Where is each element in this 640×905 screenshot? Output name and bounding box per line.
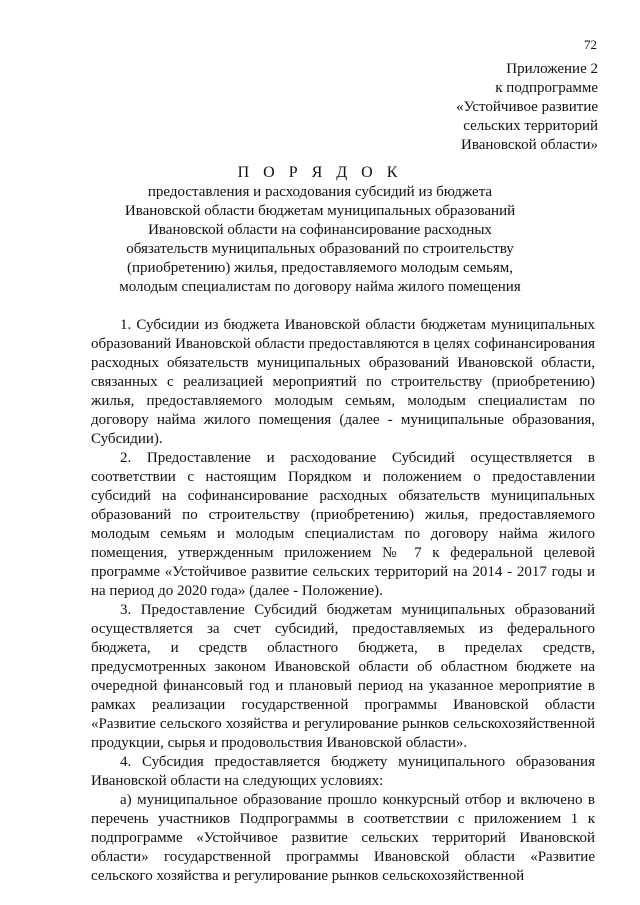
- document-subtitle: [0, 183, 640, 297]
- paragraph-4: 4. Субсидия предоставляется бюджету муниципального образования Ивановской области на следующих условиях:: [91, 754, 595, 789]
- appendix-line: к подпрограмме: [495, 80, 598, 96]
- document-body: [91, 316, 595, 886]
- appendix-line: сельских территорий: [463, 118, 598, 134]
- subtitle-line: (приобретению) жилья, предоставляемого молодым семьям,: [127, 260, 513, 276]
- subtitle-line: молодым специалистам по договору найма жилого помещения: [119, 279, 521, 295]
- paragraph-3: 3. Предоставление Субсидий бюджетам муниципальных образований осуществляется за счет субсидий, предоставляемых из федерального бюджета, и средств областного бюджета, в пределах средств, предусмотренных законом Ивановской области об областном бюджете на очередной финансовый год и плановый период на указанное мероприятие в рамках реализации государственной программы Ивановской области «Развитие сельского хозяйства и регулирование рынков сельскохозяйственной продукции, сырья и продовольствия Ивановской области».: [91, 602, 595, 751]
- document-title: П О Р Я Д О К: [237, 164, 403, 181]
- paragraph-1: 1. Субсидии из бюджета Ивановской области бюджетам муниципальных образований Ивановской области предоставляются в целях софинансирования расходных обязательств муниципальных образований Ивановской области, связанных с реализацией мероприятий по строительству (приобретению) жилья, предоставляемого молодым семьям, молодым специалистам по договору найма жилого помещения (далее - муниципальные образования, Субсидии).: [91, 317, 595, 447]
- appendix-line: Приложение 2: [506, 61, 598, 77]
- paragraph-2: 2. Предоставление и расходование Субсидий осуществляется в соответствии с настоящим Порядком и положением о предоставлении субсидий на софинансирование расходных обязательств муниципальных образований по строительству (приобретению) жилья, предоставляемого молодым семьям и молодым специалистам по договору найма жилого помещения, утвержденным приложением № 7 к федеральной целевой программе «Устойчивое развитие сельских территорий на 2014 - 2017 годы и на период до 2020 года» (далее - Положение).: [91, 450, 595, 599]
- subtitle-line: обязательств муниципальных образований по строительству: [126, 241, 514, 257]
- subtitle-line: Ивановской области бюджетам муниципальных образований: [124, 203, 516, 219]
- page-number: 72: [584, 37, 597, 52]
- subtitle-line: Ивановской области на софинансирование расходных: [148, 222, 492, 238]
- paragraph-4a: а) муниципальное образование прошло конкурсный отбор и включено в перечень участников Подпрограммы в соответствии с приложением 1 к подпрограмме «Устойчивое развитие сельских территорий Ивановской области» государственной программы Ивановской области «Развитие сельского хозяйства и регулирование рынков сельскохозяйственной: [91, 792, 595, 884]
- appendix-line: Ивановской области»: [461, 137, 598, 153]
- subtitle-line: предоставления и расходования субсидий из бюджета: [147, 184, 493, 200]
- appendix-header: [456, 60, 598, 155]
- appendix-line: «Устойчивое развитие: [456, 99, 598, 115]
